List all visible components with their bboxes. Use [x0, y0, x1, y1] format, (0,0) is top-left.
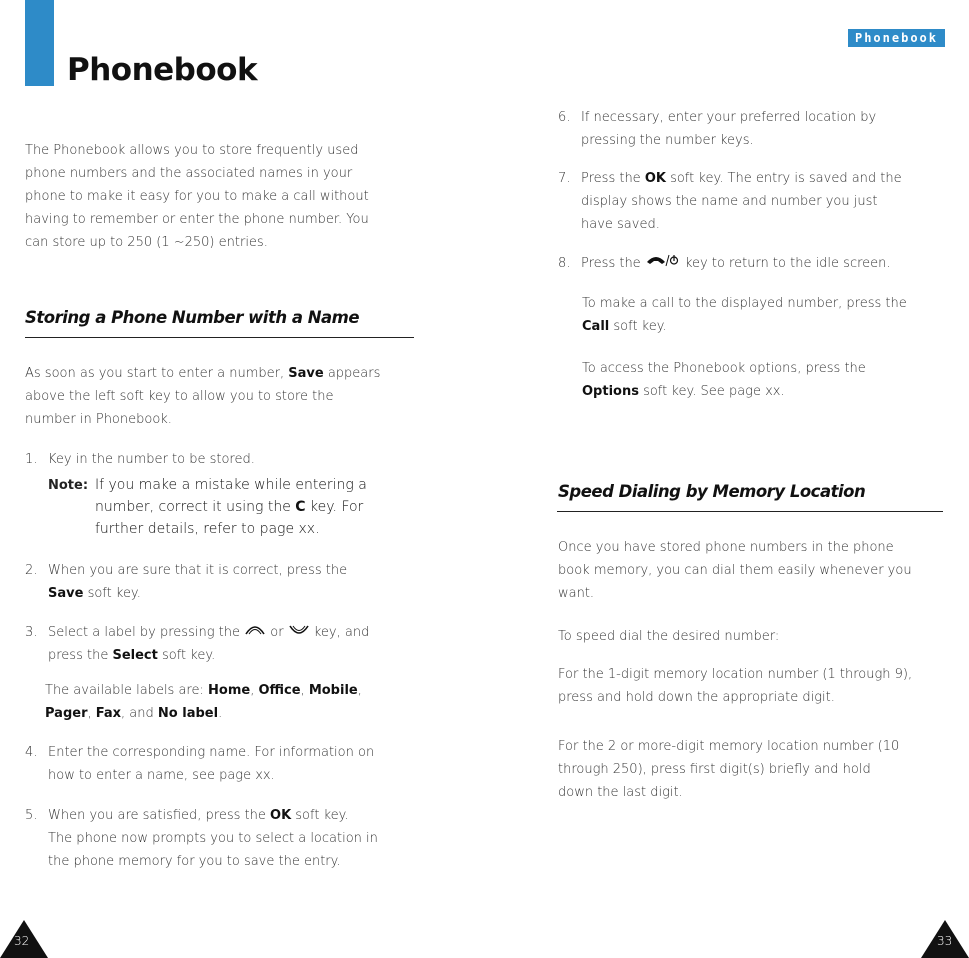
speed-dial-intro: To speed dial the desired number: [558, 629, 780, 644]
multi-digit-instruction: For the 2 or more-digit memory location number (10 through 250), press first digit(s) briefly and hold down the last digit. [558, 739, 900, 800]
end-power-key-icon [645, 252, 681, 275]
page-title: Phonebook [67, 52, 258, 88]
available-labels: The available labels are: Home, Office, Mobile, Pager, Fax, and No label. [45, 683, 362, 721]
label-pager: Pager [45, 706, 88, 721]
section-heading-storing: Storing a Phone Number with a Name [25, 308, 360, 327]
speed-dial-paragraph: Once you have stored phone numbers in the phone book memory, you can dial them easily whenever you want. [558, 540, 912, 601]
call-instruction: To make a call to the displayed number, press the Call soft key. [582, 296, 907, 334]
options-key-name: Options [582, 384, 639, 399]
label-no-label: No label [157, 706, 219, 721]
intro-line: The Phonebook allows you to store frequently used [25, 143, 359, 158]
call-key-name: Call [582, 319, 610, 334]
label-home: Home [208, 683, 251, 698]
step-1: 1. Key in the number to be stored. [25, 452, 255, 467]
save-key-name: Save [288, 366, 324, 381]
title-accent-bar [25, 0, 54, 86]
options-instruction: To access the Phonebook options, press the Options soft key. See page xx. [582, 361, 866, 399]
c-key-name: C [295, 499, 306, 515]
intro-paragraph [25, 139, 425, 254]
step-6: 6. If necessary, enter your preferred location by pressing the number keys. [558, 110, 877, 148]
intro-line: can store up to 250 (1 ~250) entries. [25, 235, 268, 250]
intro-line: phone numbers and the associated names in your [25, 166, 353, 181]
note-label: Note: [48, 478, 89, 493]
section-heading-speed-dialing: Speed Dialing by Memory Location [558, 482, 866, 501]
section-divider [557, 511, 943, 512]
section-divider [25, 337, 414, 338]
one-digit-instruction: For the 1-digit memory location number (1 through 9), press and hold down the appropriate digit. [558, 667, 913, 705]
step-5: 5. When you are satisfied, press the OK soft key. The phone now prompts you to select a location in the phone memory for you to save the entry. [25, 808, 378, 869]
label-mobile: Mobile [308, 683, 358, 698]
step-2: 2. When you are sure that it is correct, press the Save soft key. [25, 563, 348, 601]
intro-line: phone to make it easy for you to make a call without [25, 189, 369, 204]
up-key-icon [244, 621, 266, 644]
page-number-right: 33 [937, 934, 953, 948]
label-office: Office [258, 683, 301, 698]
page-number-left: 32 [14, 934, 30, 948]
step-3: 3. Select a label by pressing the or key, and press the Select soft key. [25, 621, 425, 667]
step-7: 7. Press the OK soft key. The entry is saved and the display shows the name and number you just have saved. [558, 171, 902, 232]
step-4: 4. Enter the corresponding name. For information on how to enter a name, see page xx. [25, 745, 375, 783]
section-tab: Phonebook [848, 29, 945, 47]
down-key-icon [288, 621, 310, 644]
step-8: 8. Press the key to return to the idle screen. [558, 252, 958, 275]
intro-line: having to remember or enter the phone number. You [25, 212, 369, 227]
label-fax: Fax [95, 706, 122, 721]
note-text: If you make a mistake while entering a number, correct it using the C key. For further details, refer to page xx. [95, 477, 367, 537]
storing-paragraph: As soon as you start to enter a number, Save appears above the left soft key to allow you to store the number in Phonebook. [25, 366, 381, 427]
